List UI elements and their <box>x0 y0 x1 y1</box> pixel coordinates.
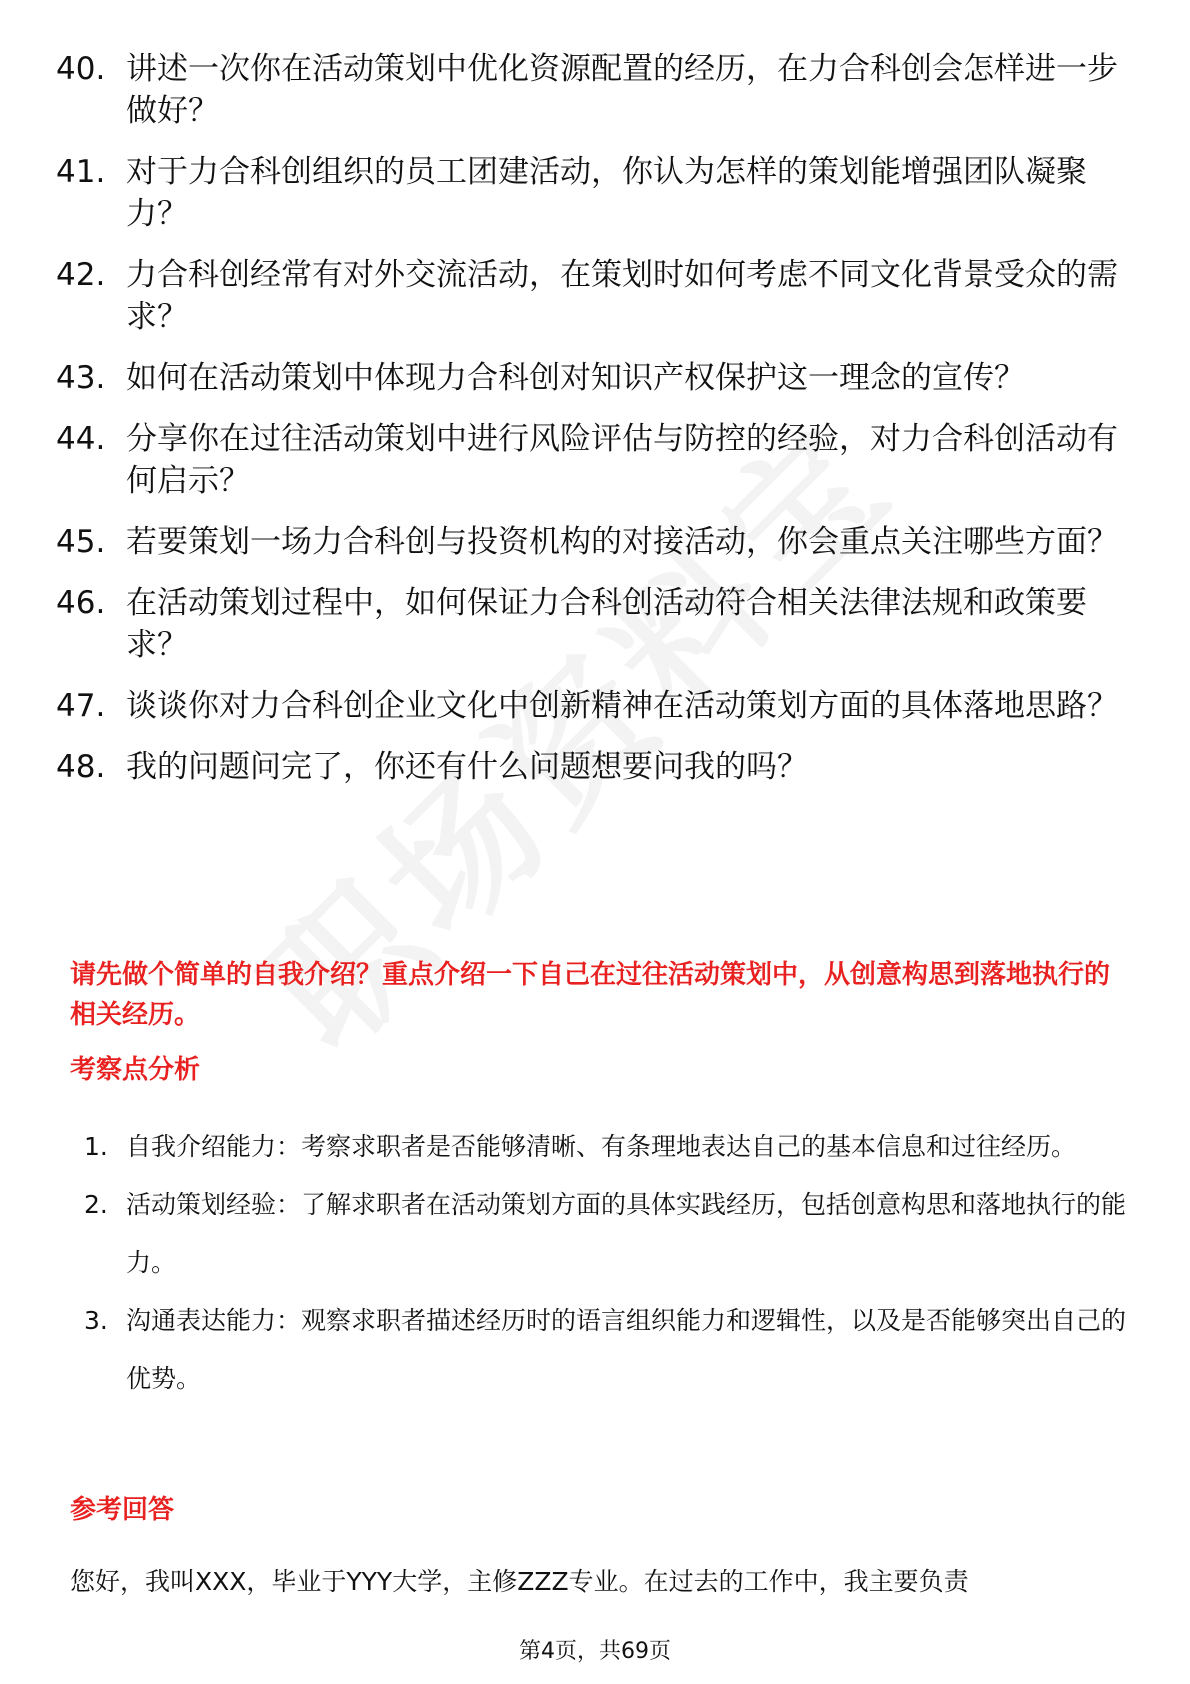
question-text: 我的问题问完了，你还有什么问题想要问我的吗？ <box>126 749 808 785</box>
analysis-number: 3. <box>84 1306 108 1335</box>
question-item <box>56 685 1136 727</box>
question-item <box>56 357 1136 399</box>
question-text: 对于力合科创组织的员工团建活动，你认为怎样的策划能增强团队凝聚力？ <box>126 154 1087 232</box>
analysis-item <box>84 1176 1134 1292</box>
analysis-number: 2. <box>84 1190 108 1219</box>
question-number: 47. <box>56 688 106 724</box>
question-text: 谈谈你对力合科创企业文化中创新精神在活动策划方面的具体落地思路？ <box>126 688 1118 724</box>
question-item <box>56 582 1136 666</box>
question-number: 48. <box>56 749 106 785</box>
question-item <box>56 151 1136 235</box>
question-text: 讲述一次你在活动策划中优化资源配置的经历，在力合科创会怎样进一步做好？ <box>126 51 1118 129</box>
analysis-text: 活动策划经验：了解求职者在活动策划方面的具体实践经历，包括创意构思和落地执行的能力。 <box>126 1190 1127 1277</box>
page-footer: 第4页，共69页 <box>519 1639 671 1664</box>
question-text: 在活动策划过程中，如何保证力合科创活动符合相关法律法规和政策要求？ <box>126 585 1087 663</box>
analysis-text: 自我介绍能力：考察求职者是否能够清晰、有条理地表达自己的基本信息和过往经历。 <box>126 1132 1077 1161</box>
question-item <box>56 418 1136 502</box>
question-item <box>56 48 1136 132</box>
question-number: 44. <box>56 421 106 457</box>
question-item <box>56 746 1136 788</box>
question-number: 43. <box>56 360 106 396</box>
analysis-title: 考察点分析 <box>70 1055 201 1085</box>
question-number: 46. <box>56 585 106 621</box>
analysis-number: 1. <box>84 1132 108 1161</box>
question-item <box>56 254 1136 338</box>
question-number: 41. <box>56 154 106 190</box>
question-list <box>56 48 1136 807</box>
question-number: 45. <box>56 524 106 560</box>
question-text: 分享你在过往活动策划中进行风险评估与防控的经验，对力合科创活动有何启示？ <box>126 421 1118 499</box>
question-text: 如何在活动策划中体现力合科创对知识产权保护这一理念的宣传？ <box>126 360 1025 396</box>
reference-answer-title: 参考回答 <box>70 1495 175 1525</box>
question-text: 力合科创经常有对外交流活动，在策划时如何考虑不同文化背景受众的需求？ <box>126 257 1118 335</box>
analysis-item <box>84 1118 1134 1176</box>
question-item <box>56 521 1136 563</box>
main-question: 请先做个简单的自我介绍？重点介绍一下自己在过往活动策划中，从创意构思到落地执行的相关经历。 <box>70 960 1111 1030</box>
question-text: 若要策划一场力合科创与投资机构的对接活动，你会重点关注哪些方面？ <box>126 524 1118 560</box>
question-number: 42. <box>56 257 106 293</box>
analysis-item <box>84 1292 1134 1408</box>
reference-answer-text: 您好，我叫XXX，毕业于YYY大学，主修ZZZ专业。在过去的工作中，我主要负责 <box>70 1567 969 1596</box>
analysis-list <box>84 1118 1134 1408</box>
analysis-text: 沟通表达能力：观察求职者描述经历时的语言组织能力和逻辑性，以及是否能够突出自己的优势。 <box>126 1306 1127 1393</box>
question-number: 40. <box>56 51 106 87</box>
